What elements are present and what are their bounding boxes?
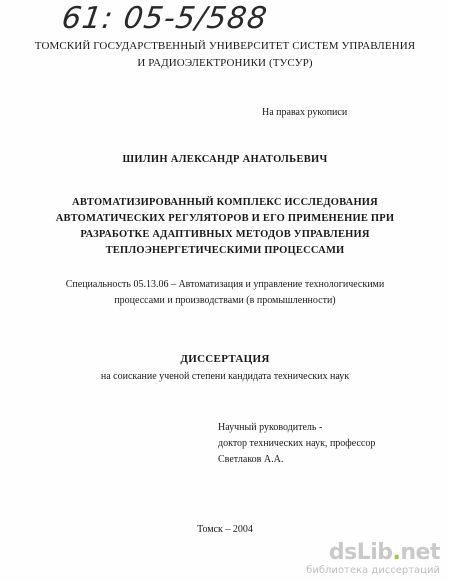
document-type: ДИССЕРТАЦИЯ <box>180 353 270 365</box>
supervisor-line-1: Научный руководитель - <box>218 422 323 433</box>
dslib-watermark <box>306 541 440 577</box>
degree-statement: на соискание ученой степени кандидата технических наук <box>100 371 350 382</box>
watermark-logo-dot: . <box>392 540 401 565</box>
university-line-2: И РАДИОЭЛЕКТРОНИКИ (ТУСУР) <box>137 57 313 69</box>
specialty-line-1: Специальность 05.13.06 – Автоматизация и управление технологическими <box>65 279 385 290</box>
watermark-logo <box>306 541 440 565</box>
supervisor-block <box>218 420 375 468</box>
university-name <box>0 38 450 72</box>
dissertation-title <box>0 195 450 259</box>
city-year: Томск – 2004 <box>197 524 253 535</box>
title-line-4: ТЕПЛОЭНЕРГЕТИЧЕСКИМИ ПРОЦЕССАМИ <box>105 245 345 256</box>
handwritten-catalog-code: 61: 05-5/588 <box>59 1 270 36</box>
watermark-logo-right: net <box>400 540 440 565</box>
author-name: ШИЛИН АЛЕКСАНДР АНАТОЛЬЕВИЧ <box>122 154 328 165</box>
specialty <box>0 277 450 309</box>
title-line-2: АВТОМАТИЧЕСКИХ РЕГУЛЯТОРОВ И ЕГО ПРИМЕНЕНИЕ ПРИ <box>55 213 395 224</box>
specialty-line-2: процессами и производствами (в промышленности) <box>114 295 336 306</box>
rights-notice: На правах рукописи <box>262 107 348 118</box>
university-line-1: ТОМСКИЙ ГОСУДАРСТВЕННЫЙ УНИВЕРСИТЕТ СИСТЕМ УПРАВЛЕНИЯ <box>34 40 416 52</box>
supervisor-line-2: доктор технических наук, профессор <box>218 438 376 449</box>
watermark-logo-left: dsLib <box>328 540 393 565</box>
title-line-1: АВТОМАТИЗИРОВАННЫЙ КОМПЛЕКС ИССЛЕДОВАНИЯ <box>72 197 378 208</box>
watermark-subtitle: библиотека диссертаций <box>306 565 440 576</box>
supervisor-line-3: Светлаков А.А. <box>218 454 284 465</box>
title-line-3: РАЗРАБОТКЕ АДАПТИВНЫХ МЕТОДОВ УПРАВЛЕНИЯ <box>80 229 370 240</box>
